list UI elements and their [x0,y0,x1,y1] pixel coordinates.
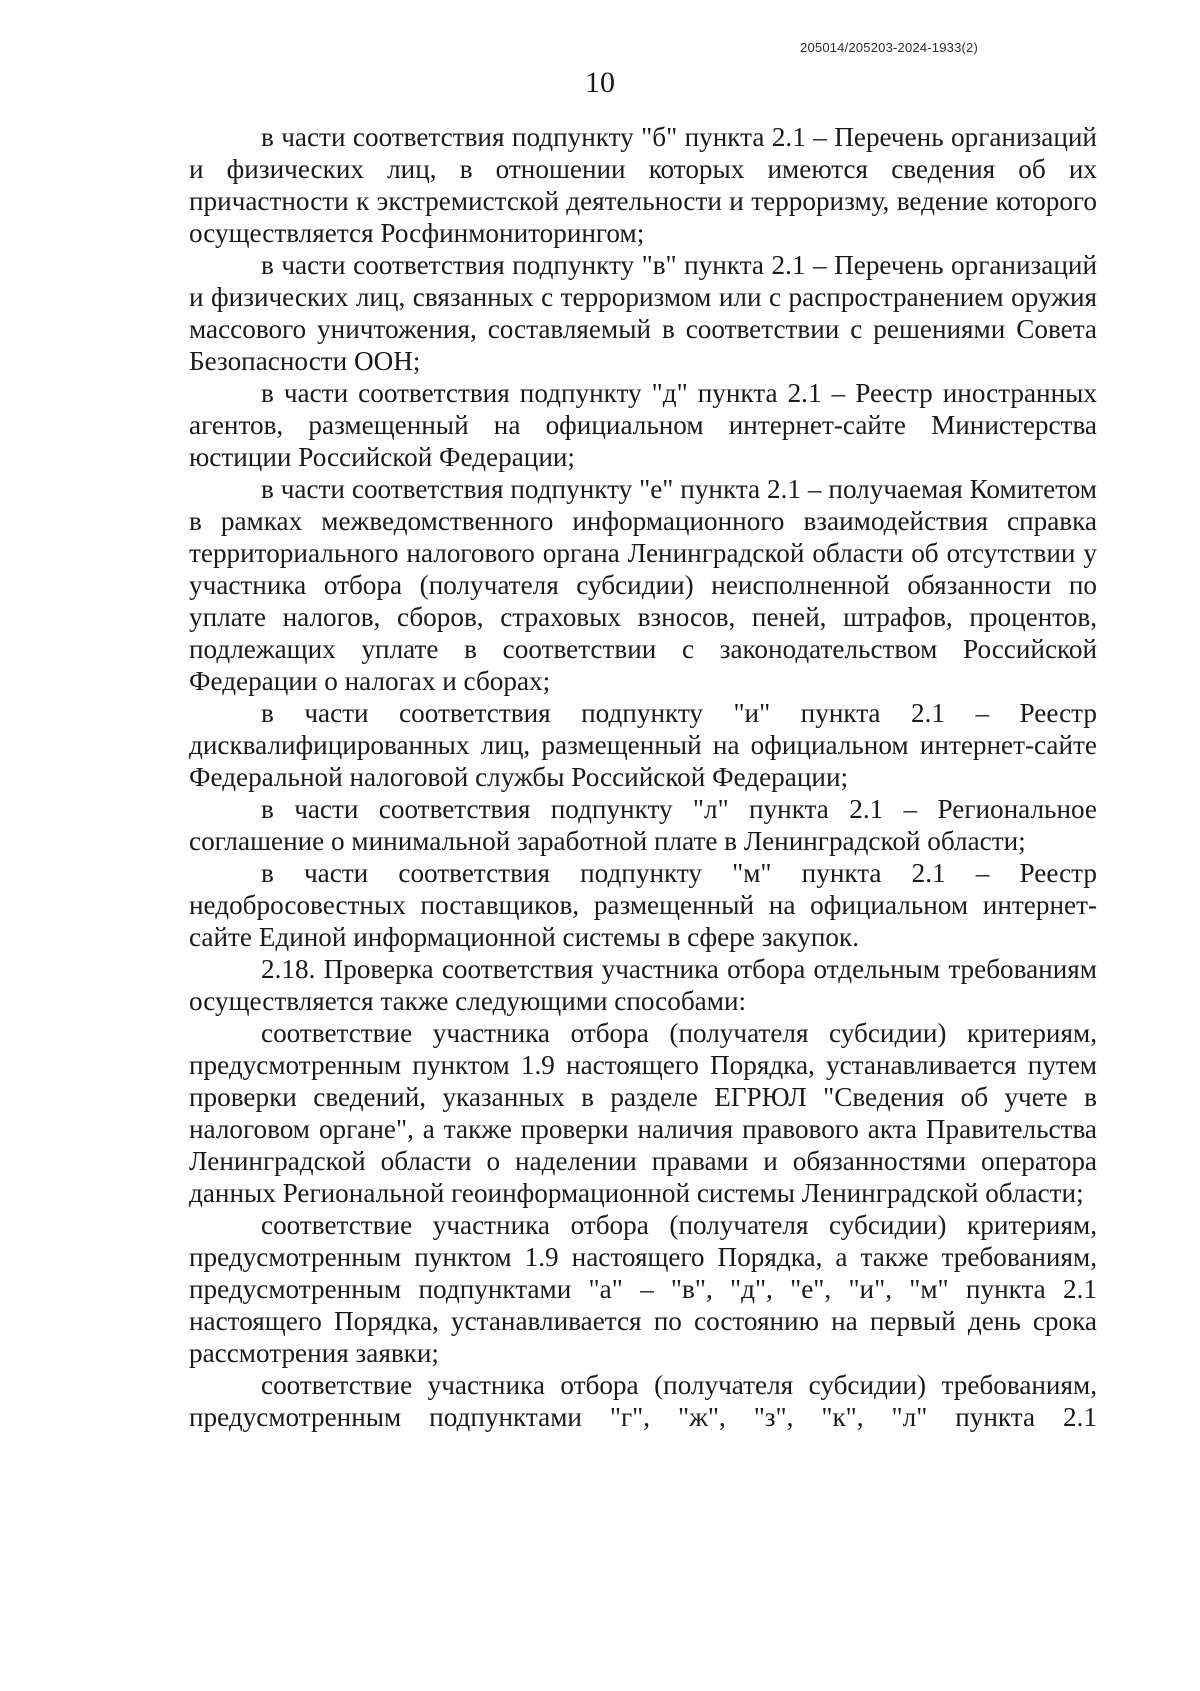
paragraph-subitem-l: в части соответствия подпункту "л" пункта 2.1 – Региональное соглашение о минимальной заработной плате в Ленинградской области; [189,794,1097,856]
paragraph-subitem-i: в части соответствия подпункту "и" пункта 2.1 – Реестр дисквалифицированных лиц, размещенный на официальном интернет-сайте Федеральной налоговой службы Российской Федерации; [189,698,1097,792]
document-body [189,121,1097,1433]
paragraph-requirements-continued: соответствие участника отбора (получателя субсидии) требованиям, предусмотренным подпунктами "г", "ж", "з", "к", "л" пункта 2.1 [189,1370,1097,1432]
paragraph-subitem-b: в части соответствия подпункту "б" пункта 2.1 – Перечень организаций и физических лиц, в отношении которых имеются сведения об их причастности к экстремистской деятельности и терроризму, ведение которого осуществляется Росфинмониторингом; [189,122,1097,248]
paragraph-subitem-m: в части соответствия подпункту "м" пункта 2.1 – Реестр недобросовестных поставщиков, размещенный на официальном интернет-сайте Единой информационной системы в сфере закупок. [189,858,1097,952]
paragraph-subitem-e: в части соответствия подпункту "е" пункта 2.1 – получаемая Комитетом в рамках межведомственного информационного взаимодействия справка территориального налогового органа Ленинградской области об отсутствии у участника отбора (получателя субсидии) неисполненной обязанности по уплате налогов, сборов, страховых взносов, пеней, штрафов, процентов, подлежащих уплате в соответствии с законодательством Российской Федерации о налогах и сборах; [189,474,1097,696]
paragraph-criteria-first-day: соответствие участника отбора (получателя субсидии) критериям, предусмотренным пунктом 1.9 настоящего Порядка, а также требованиям, предусмотренным подпунктами "а" – "в", "д", "е", "и", "м" пункта 2.1 настоящего Порядка, устанавливается по состоянию на первый день срока рассмотрения заявки; [189,1210,1097,1368]
paragraph-subitem-d: в части соответствия подпункту "д" пункта 2.1 – Реестр иностранных агентов, размещенный на официальном интернет-сайте Министерства юстиции Российской Федерации; [189,378,1097,472]
paragraph-criteria-egrul: соответствие участника отбора (получателя субсидии) критериям, предусмотренным пунктом 1.9 настоящего Порядка, устанавливается путем проверки сведений, указанных в разделе ЕГРЮЛ "Сведения об учете в налоговом органе", а также проверки наличия правового акта Правительства Ленинградской области о наделении правами и обязанностями оператора данных Региональной геоинформационной системы Ленинградской области; [189,1018,1097,1208]
paragraph-section-2-18: 2.18. Проверка соответствия участника отбора отдельным требованиям осуществляется также следующими способами: [189,954,1097,1016]
page-number: 10 [585,66,615,99]
paragraph-subitem-v: в части соответствия подпункту "в" пункта 2.1 – Перечень организаций и физических лиц, связанных с терроризмом или с распространением оружия массового уничтожения, составляемый в соответствии с решениями Совета Безопасности ООН; [189,250,1097,376]
document-id: 205014/205203-2024-1933(2) [800,40,978,55]
